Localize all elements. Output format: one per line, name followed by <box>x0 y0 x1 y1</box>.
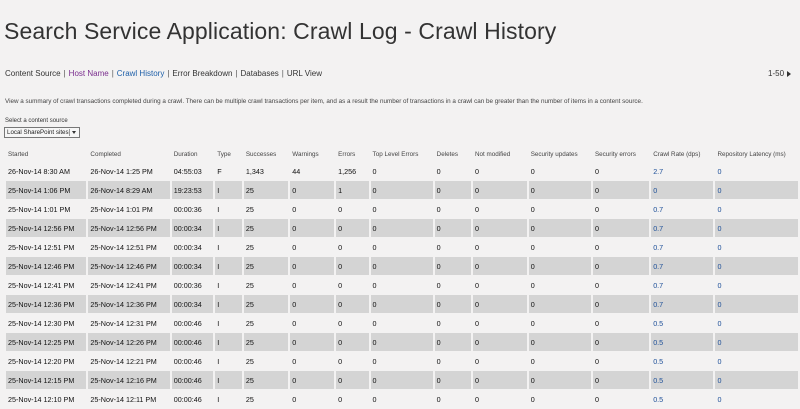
table-cell: 0 <box>435 257 471 275</box>
table-cell: 0 <box>436 280 441 290</box>
table-cell: 0 <box>336 371 368 389</box>
table-cell: 0 <box>530 166 535 176</box>
table-cell: 00:00:34 <box>173 242 202 252</box>
table-cell: 00:00:36 <box>173 204 202 214</box>
table-cell: 1,256 <box>338 166 357 176</box>
table-cell: 25-Nov-14 12:11 PM <box>90 394 157 404</box>
column-header: Duration <box>173 151 198 158</box>
next-page-icon[interactable] <box>787 71 791 77</box>
table-cell: 0 <box>473 219 527 237</box>
table-header-row <box>6 148 798 161</box>
table-cell: 25 <box>245 318 254 328</box>
table-cell: 25-Nov-14 1:01 PM <box>8 204 71 214</box>
column-header: Warnings <box>292 151 319 158</box>
table-cell: 0 <box>593 181 649 199</box>
table-cell: 0 <box>594 318 599 328</box>
table-cell: 0 <box>594 166 599 176</box>
nav-error-breakdown[interactable]: Error Breakdown <box>172 69 233 78</box>
table-cell: 0 <box>715 371 798 389</box>
column-header: Deletes <box>436 151 458 158</box>
crawl-log-nav <box>5 69 322 78</box>
table-cell: 0.7 <box>653 280 664 290</box>
table-cell: 25-Nov-14 12:26 PM <box>88 333 169 351</box>
table-cell: I <box>215 181 242 199</box>
table-cell: 0 <box>474 204 479 214</box>
table-cell: 2.7 <box>653 166 664 176</box>
table-cell: 19:23:53 <box>172 181 214 199</box>
table-cell: 25-Nov-14 12:46 PM <box>88 257 169 275</box>
column-header: Type <box>217 151 231 158</box>
table-cell: 0 <box>336 295 368 313</box>
table-row <box>6 257 798 275</box>
table-cell: 25-Nov-14 1:01 PM <box>90 204 153 214</box>
table-cell: 0 <box>336 257 368 275</box>
table-cell: 0.5 <box>653 318 664 328</box>
table-cell: 0.5 <box>651 333 713 351</box>
table-cell: 0 <box>593 257 649 275</box>
nav-url-view[interactable]: URL View <box>286 69 322 78</box>
table-cell: 25 <box>244 219 288 237</box>
table-cell: 0 <box>372 204 377 214</box>
table-cell: 0 <box>338 204 343 214</box>
table-cell: 0.7 <box>653 204 664 214</box>
nav-host-name[interactable]: Host Name <box>68 69 109 78</box>
table-cell: 25 <box>244 333 288 351</box>
pager <box>768 69 791 78</box>
table-cell: 0 <box>594 280 599 290</box>
table-cell: 0.7 <box>651 295 713 313</box>
table-cell: 00:00:46 <box>173 318 202 328</box>
table-cell: 0 <box>717 204 722 214</box>
table-cell: 0 <box>371 333 433 351</box>
content-source-select[interactable] <box>4 127 80 138</box>
table-cell: 25-Nov-14 12:41 PM <box>90 280 157 290</box>
table-cell: 0 <box>593 219 649 237</box>
table-cell: 0 <box>474 394 479 404</box>
table-cell: 0 <box>530 318 535 328</box>
table-cell: 0 <box>715 219 798 237</box>
table-cell: 25-Nov-14 12:10 PM <box>8 394 75 404</box>
table-cell: 0 <box>436 318 441 328</box>
table-cell: 0.5 <box>653 394 664 404</box>
table-cell: I <box>215 257 242 275</box>
table-cell: 25 <box>245 204 254 214</box>
table-cell: 0 <box>530 204 535 214</box>
table-cell: 0 <box>594 394 599 404</box>
table-cell: 0 <box>474 356 479 366</box>
table-cell: 25-Nov-14 12:25 PM <box>6 333 86 351</box>
table-cell: 25-Nov-14 12:36 PM <box>88 295 169 313</box>
column-header: Errors <box>338 151 356 158</box>
table-cell: 25-Nov-14 12:20 PM <box>8 356 75 366</box>
table-cell: 25-Nov-14 12:51 PM <box>8 242 75 252</box>
table-row <box>6 333 798 351</box>
table-cell: 0 <box>436 356 441 366</box>
table-cell: 0 <box>292 280 297 290</box>
page-title: Search Service Application: Crawl Log - Crawl History <box>4 18 557 44</box>
table-cell: 0 <box>717 242 722 252</box>
table-cell: 0 <box>593 295 649 313</box>
table-cell: 00:00:36 <box>173 280 202 290</box>
table-cell: 0.7 <box>651 257 713 275</box>
table-cell: 0 <box>593 371 649 389</box>
table-cell: 25-Nov-14 12:56 PM <box>88 219 169 237</box>
table-cell: 0 <box>290 295 334 313</box>
table-cell: 0 <box>473 333 527 351</box>
table-cell: 0 <box>717 318 722 328</box>
table-cell: 0 <box>371 371 433 389</box>
table-cell: 0 <box>292 356 297 366</box>
table-cell: 0 <box>290 333 334 351</box>
table-cell: 0 <box>372 280 377 290</box>
table-row <box>6 295 798 313</box>
table-cell: 25 <box>244 257 288 275</box>
table-cell: I <box>217 204 220 214</box>
table-cell: 0 <box>473 295 527 313</box>
table-cell: 0 <box>372 318 377 328</box>
table-cell: 0 <box>435 295 471 313</box>
table-cell: 0 <box>371 181 433 199</box>
table-cell: 00:00:46 <box>172 371 214 389</box>
table-cell: 0 <box>715 181 798 199</box>
table-cell: 0 <box>292 318 297 328</box>
table-row <box>6 162 798 180</box>
table-cell: 0 <box>529 181 591 199</box>
table-cell: 0 <box>436 166 441 176</box>
table-cell: 00:00:46 <box>173 394 202 404</box>
table-cell: 0 <box>435 219 471 237</box>
table-cell: 0 <box>338 394 343 404</box>
table-cell: 0 <box>715 333 798 351</box>
table-cell: 0 <box>338 356 343 366</box>
table-cell: 25 <box>245 356 254 366</box>
table-row <box>6 181 798 199</box>
table-cell: 1 <box>336 181 368 199</box>
table-cell: 25 <box>245 280 254 290</box>
table-cell: 0 <box>371 219 433 237</box>
table-cell: 0 <box>530 280 535 290</box>
table-cell: 1,343 <box>245 166 264 176</box>
table-cell: I <box>217 356 220 366</box>
table-cell: 0 <box>717 394 722 404</box>
table-cell: 25 <box>245 242 254 252</box>
table-cell: I <box>217 394 220 404</box>
table-cell: 25-Nov-14 12:36 PM <box>6 295 86 313</box>
table-cell: 0 <box>651 181 713 199</box>
column-header: Security errors <box>594 151 636 158</box>
table-cell: 0 <box>474 318 479 328</box>
table-cell: I <box>215 219 242 237</box>
table-row <box>6 200 798 218</box>
table-cell: 25 <box>244 295 288 313</box>
nav-separator: | <box>111 69 114 78</box>
table-cell: 25-Nov-14 12:31 PM <box>90 318 157 328</box>
content-source-label: Select a content source <box>5 118 68 124</box>
table-cell: I <box>217 242 220 252</box>
table-cell: 25 <box>245 394 254 404</box>
pager-range: 1-50 <box>768 69 785 78</box>
column-header: Security updates <box>530 151 578 158</box>
table-cell: 0 <box>529 219 591 237</box>
table-cell: 25-Nov-14 1:06 PM <box>6 181 86 199</box>
table-cell: 25-Nov-14 12:51 PM <box>90 242 157 252</box>
nav-content-source[interactable]: Content Source <box>5 69 61 78</box>
table-body <box>6 162 798 408</box>
table-cell: 0.5 <box>653 356 664 366</box>
table-cell: 0 <box>529 257 591 275</box>
nav-crawl-history[interactable]: Crawl History <box>116 69 165 78</box>
table-cell: 0 <box>717 356 722 366</box>
table-cell: 25-Nov-14 12:56 PM <box>6 219 86 237</box>
column-header: Successes <box>245 151 277 158</box>
table-cell: 25-Nov-14 12:15 PM <box>6 371 86 389</box>
table-cell: 25 <box>244 371 288 389</box>
table-cell: 0 <box>292 394 297 404</box>
table-cell: 0 <box>529 295 591 313</box>
table-cell: 25 <box>244 181 288 199</box>
table-row <box>6 238 798 256</box>
table-cell: 0 <box>372 394 377 404</box>
table-cell: 00:00:34 <box>172 219 214 237</box>
table-cell: 25-Nov-14 12:16 PM <box>88 371 169 389</box>
table-cell: 26-Nov-14 8:30 AM <box>8 166 70 176</box>
table-cell: 0 <box>435 371 471 389</box>
table-cell: I <box>215 371 242 389</box>
table-cell: 00:00:34 <box>172 295 214 313</box>
table-cell: 0 <box>593 333 649 351</box>
table-cell: 0 <box>292 242 297 252</box>
table-cell: 0 <box>529 333 591 351</box>
table-cell: 0 <box>435 333 471 351</box>
nav-separator: | <box>235 69 238 78</box>
table-cell: 0 <box>371 257 433 275</box>
table-cell: 0 <box>474 166 479 176</box>
table-cell: 26-Nov-14 8:29 AM <box>88 181 169 199</box>
table-cell: I <box>217 280 220 290</box>
table-cell: 0 <box>473 257 527 275</box>
table-row <box>6 219 798 237</box>
table-cell: 0 <box>436 204 441 214</box>
chevron-down-icon[interactable] <box>69 129 78 136</box>
table-cell: 25-Nov-14 12:41 PM <box>8 280 75 290</box>
table-cell: 0 <box>436 394 441 404</box>
table-cell: 0 <box>290 257 334 275</box>
table-row <box>6 352 798 370</box>
table-cell: 0 <box>715 295 798 313</box>
table-cell: 0 <box>473 181 527 199</box>
table-cell: 0 <box>594 204 599 214</box>
table-row <box>6 390 798 408</box>
table-cell: 0 <box>292 204 297 214</box>
table-cell: 0 <box>474 280 479 290</box>
table-cell: 0 <box>530 242 535 252</box>
table-cell: 0 <box>338 280 343 290</box>
table-cell: 0 <box>530 356 535 366</box>
table-cell: 0 <box>336 333 368 351</box>
table-cell: 0 <box>529 371 591 389</box>
table-row <box>6 314 798 332</box>
table-cell: 0 <box>435 181 471 199</box>
table-cell: 0 <box>372 242 377 252</box>
table-cell: 25-Nov-14 12:46 PM <box>6 257 86 275</box>
table-cell: 0 <box>594 242 599 252</box>
column-header: Crawl Rate (dps) <box>653 151 701 158</box>
table-cell: 0 <box>717 166 722 176</box>
table-cell: 25-Nov-14 12:30 PM <box>8 318 75 328</box>
table-cell: I <box>217 318 220 328</box>
table-cell: 0 <box>338 242 343 252</box>
table-cell: 25-Nov-14 12:21 PM <box>90 356 157 366</box>
table-cell: 0 <box>717 280 722 290</box>
nav-separator: | <box>281 69 284 78</box>
column-header: Not modified <box>474 151 511 158</box>
nav-databases[interactable]: Databases <box>240 69 279 78</box>
table-cell: 0 <box>530 394 535 404</box>
table-cell: 0 <box>290 219 334 237</box>
table-row <box>6 276 798 294</box>
table-cell: 0 <box>474 242 479 252</box>
table-cell: 44 <box>292 166 301 176</box>
table-cell: 00:00:46 <box>173 356 202 366</box>
table-cell: 0 <box>336 219 368 237</box>
table-cell: 0.7 <box>653 242 664 252</box>
table-cell: 0 <box>715 257 798 275</box>
column-header: Repository Latency (ms) <box>717 151 786 158</box>
table-row <box>6 371 798 389</box>
table-cell: 00:00:46 <box>172 333 214 351</box>
table-cell: 0 <box>338 318 343 328</box>
table-cell: 0 <box>290 371 334 389</box>
table-cell: 0.5 <box>651 371 713 389</box>
crawl-history-table <box>4 147 800 409</box>
table-cell: 0 <box>436 242 441 252</box>
nav-separator: | <box>167 69 170 78</box>
table-cell: 26-Nov-14 1:25 PM <box>90 166 153 176</box>
table-cell: 0 <box>372 166 377 176</box>
table-cell: 0 <box>372 356 377 366</box>
table-cell: 00:00:34 <box>172 257 214 275</box>
column-header: Started <box>8 151 29 158</box>
table-cell: 0 <box>594 356 599 366</box>
table-cell: I <box>215 295 242 313</box>
page-description: View a summary of crawl transactions completed during a crawl. There can be multiple crawl transactions per item, and as a result the number of transactions in a crawl can be greater than the number of items in a content source. <box>5 98 643 105</box>
table-cell: F <box>217 166 222 176</box>
table-cell: 04:55:03 <box>173 166 202 176</box>
table-cell: 0 <box>371 295 433 313</box>
nav-separator: | <box>63 69 66 78</box>
column-header: Completed <box>90 151 121 158</box>
table-cell: I <box>215 333 242 351</box>
column-header: Top Level Errors <box>372 151 419 158</box>
table-cell: 0 <box>290 181 334 199</box>
table-cell: 0.7 <box>651 219 713 237</box>
content-source-value: Local SharePoint sites <box>7 129 69 136</box>
table-cell: 0 <box>473 371 527 389</box>
